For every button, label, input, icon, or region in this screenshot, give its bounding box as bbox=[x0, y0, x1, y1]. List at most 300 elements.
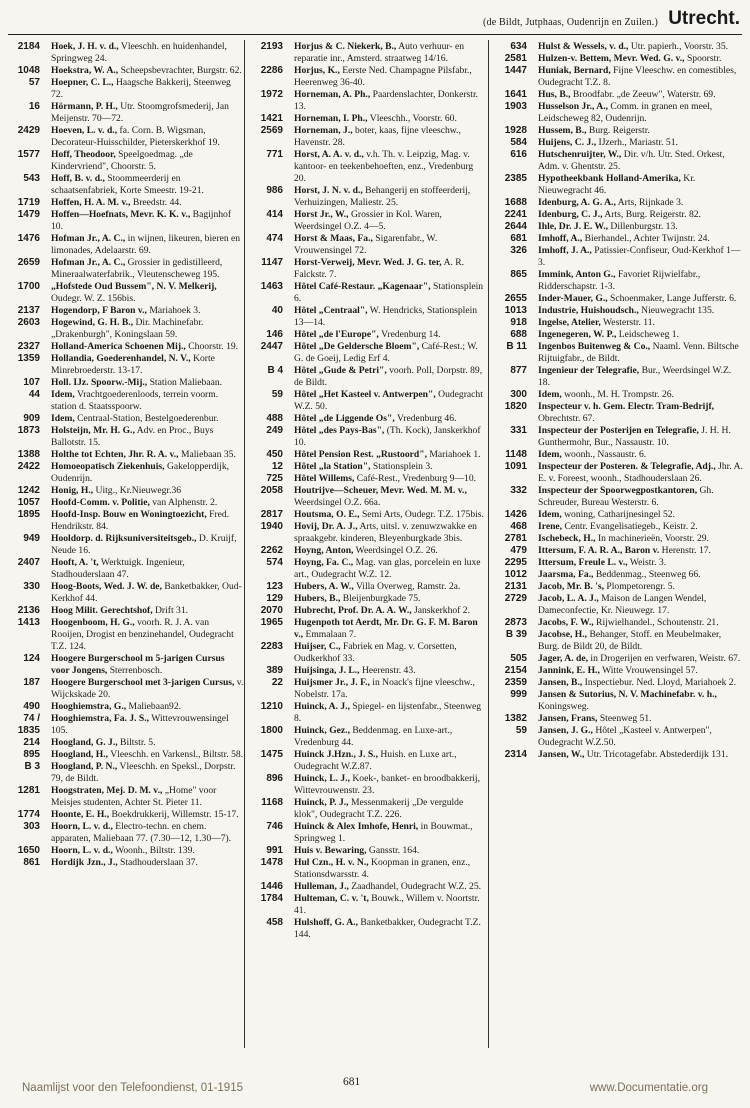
directory-entry bbox=[6, 125, 244, 149]
directory-entry bbox=[249, 581, 487, 593]
subscriber-name: Homoeopatisch Ziekenhuis, bbox=[51, 461, 165, 472]
directory-entry bbox=[493, 569, 743, 581]
phone-number: 1048 bbox=[17, 65, 40, 76]
subscriber-details: Koek-, banket- en broodbakkerij, Wittevrouwenstr. 23. bbox=[294, 773, 480, 796]
page-footer bbox=[0, 1068, 750, 1108]
subscriber-details: Witte Vrouwensingel 57. bbox=[599, 665, 698, 676]
subscriber-name: Jacobse, H., bbox=[538, 629, 588, 640]
phone-number: 1210 bbox=[260, 701, 283, 712]
phone-number: 1013 bbox=[504, 305, 527, 316]
directory-entry bbox=[6, 653, 244, 677]
phone-number: 1641 bbox=[504, 89, 527, 100]
phone-number: 1478 bbox=[260, 857, 283, 868]
subscriber-details: Paardenslachter, Donkerstr. 13. bbox=[294, 89, 479, 112]
subscriber-name: Huinck, L. J., bbox=[294, 773, 350, 784]
directory-entry bbox=[493, 665, 743, 677]
listing-column-3 bbox=[493, 41, 743, 761]
directory-entry bbox=[493, 521, 743, 533]
phone-number: 895 bbox=[23, 749, 40, 760]
subscriber-details: Drift 31. bbox=[152, 605, 189, 616]
subscriber-details: Station Maliebaan. bbox=[147, 377, 223, 388]
phone-number: 146 bbox=[266, 329, 283, 340]
subscriber-details: Eerste Ned. Champagne Pilsfabr., Heerenweg 36-40. bbox=[294, 65, 472, 88]
subscriber-details: Gh. Schreuder, Bureau Westerstr. 6. bbox=[538, 485, 714, 508]
subscriber-name: „Hofstede Oud Bussem", N. V. Melkerij, bbox=[51, 281, 217, 292]
directory-entry bbox=[6, 209, 244, 233]
subscriber-details: Bleijenburgkade 75. bbox=[340, 593, 421, 604]
listing-column-2 bbox=[249, 41, 487, 941]
phone-number: 107 bbox=[23, 377, 40, 388]
subscriber-details: Fabriek en Mag. v. Corsetten, Oudkerkhof 33. bbox=[294, 641, 457, 664]
phone-number: 1650 bbox=[17, 845, 40, 856]
directory-entry bbox=[493, 617, 743, 629]
subscriber-name: Hus, B., bbox=[538, 89, 571, 100]
phone-number: 2327 bbox=[17, 341, 40, 352]
header-city: Utrecht. bbox=[668, 8, 740, 29]
subscriber-details: Bierhandel., Achter Twijnstr. 24. bbox=[582, 233, 710, 244]
directory-entry bbox=[249, 89, 487, 113]
phone-number: 187 bbox=[23, 677, 40, 688]
subscriber-details: D. Kruijf, Neude 16. bbox=[51, 533, 237, 556]
phone-number: 1873 bbox=[17, 425, 40, 436]
subscriber-name: Hul Czn., H. v. N., bbox=[294, 857, 369, 868]
subscriber-details: Dillenburgstr. 13. bbox=[608, 221, 678, 232]
phone-number: 2314 bbox=[504, 749, 527, 760]
subscriber-details: Oudegr. W. Z. 156bis. bbox=[51, 293, 136, 304]
directory-entry bbox=[249, 773, 487, 797]
directory-entry bbox=[249, 257, 487, 281]
subscriber-details: boter, kaas, fijne vleeschw., Havenstr. 28. bbox=[294, 125, 461, 148]
subscriber-name: Imhoff, A., bbox=[538, 233, 583, 244]
phone-number: 877 bbox=[510, 365, 527, 376]
subscriber-name: Jansen, B., bbox=[538, 677, 583, 688]
subscriber-details: Vleeschh., Voorstr. 60. bbox=[367, 113, 457, 124]
directory-entry bbox=[6, 785, 244, 809]
phone-number: 40 bbox=[271, 305, 283, 316]
subscriber-name: Jaarsma, Fa., bbox=[538, 569, 594, 580]
subscriber-name: Ingenieur der Telegrafie, bbox=[538, 365, 640, 376]
phone-number: 479 bbox=[510, 545, 527, 556]
subscriber-name: Hofman Jr., A. C., bbox=[51, 233, 126, 244]
subscriber-name: Husselson Jr., A., bbox=[538, 101, 609, 112]
subscriber-details: woonh., Nassaustr. 6. bbox=[561, 449, 647, 460]
subscriber-details: Fred. Hendrikstr. 84. bbox=[51, 509, 230, 532]
subscriber-name: Hovij, Dr. A. J., bbox=[294, 521, 358, 532]
subscriber-name: Horneman, I. Ph., bbox=[294, 113, 368, 124]
subscriber-name: Hooldorp. d. Rijksuniversiteitsgeb., bbox=[51, 533, 197, 544]
subscriber-name: Hoff, B. v. d., bbox=[51, 173, 105, 184]
subscriber-details: Heerenstr. 43. bbox=[359, 665, 416, 676]
subscriber-details: Nieuwegracht 135. bbox=[638, 305, 715, 316]
subscriber-details: Dir. v/h. Utr. Sted. Orkest, Adm. v. Ghentstr. 25. bbox=[538, 149, 725, 172]
subscriber-name: Inder-Mauer, G., bbox=[538, 293, 608, 304]
phone-number: 124 bbox=[23, 653, 40, 664]
subscriber-details: Stationsplein 3. bbox=[370, 461, 433, 472]
subscriber-details: Utr. Tricotagefabr. Abstederdijk 131. bbox=[584, 749, 729, 760]
directory-entry bbox=[6, 41, 244, 65]
phone-number: 616 bbox=[510, 149, 527, 160]
directory-entry bbox=[6, 509, 244, 533]
subscriber-details: voorh. Poll, Dorpstr. 89, de Bildt. bbox=[294, 365, 483, 388]
phone-number: 1463 bbox=[260, 281, 283, 292]
directory-entry bbox=[249, 305, 487, 329]
subscriber-name: Hooft, A. 't, bbox=[51, 557, 99, 568]
subscriber-details: Vredenburg 46. bbox=[394, 413, 457, 424]
directory-entry bbox=[6, 485, 244, 497]
subscriber-name: Immink, Anton G., bbox=[538, 269, 616, 280]
phone-number: 865 bbox=[510, 269, 527, 280]
phone-number: 16 bbox=[28, 101, 40, 112]
directory-entry bbox=[493, 245, 743, 269]
subscriber-name: Hollandia, Goederenhandel, N. V., bbox=[51, 353, 191, 364]
phone-number: 1091 bbox=[504, 461, 527, 472]
phone-number: 1148 bbox=[505, 449, 527, 460]
subscriber-name: Hoofd-Insp. Bouw en Woningtoezicht, bbox=[51, 509, 207, 520]
directory-entry bbox=[249, 41, 487, 65]
directory-entry bbox=[249, 281, 487, 305]
subscriber-name: Hôtel „de Liggende Os", bbox=[294, 413, 395, 424]
subscriber-details: v. Wijckskade 20. bbox=[51, 677, 244, 700]
directory-entry bbox=[493, 197, 743, 209]
subscriber-details: A. R. Falckstr. 7. bbox=[294, 257, 465, 280]
directory-entry bbox=[493, 293, 743, 305]
phone-number: 918 bbox=[510, 317, 527, 328]
phone-number: 543 bbox=[23, 173, 40, 184]
subscriber-details: Vleeschh. en Varkensl., Biltstr. 58. bbox=[108, 749, 244, 760]
phone-number: 214 bbox=[23, 737, 40, 748]
directory-entry bbox=[493, 461, 743, 485]
directory-entry bbox=[6, 557, 244, 581]
directory-entry bbox=[249, 665, 487, 677]
subscriber-details: Adv. en Proc., Buys Ballotstr. 15. bbox=[51, 425, 214, 448]
subscriber-details: Utr. Stoomgrofsmederij, Jan Meijenstr. 70—72. bbox=[51, 101, 229, 124]
phone-number: 1940 bbox=[260, 521, 283, 532]
directory-entry bbox=[6, 413, 244, 425]
subscriber-details: Kr. Nieuwegracht 46. bbox=[538, 173, 696, 196]
directory-entry bbox=[249, 845, 487, 857]
phone-number: 1479 bbox=[17, 209, 40, 220]
subscriber-details: „Home" voor Meisjes studenten, Achter St. Pieter 11. bbox=[51, 785, 217, 808]
subscriber-details: Vleeschh. en huidenhandel, Springweg 24. bbox=[51, 41, 227, 64]
subscriber-details: (Th. Kock), Janskerkhof 10. bbox=[294, 425, 481, 448]
column-divider bbox=[244, 40, 245, 1048]
directory-entry bbox=[493, 629, 743, 653]
subscriber-details: Koopman in granen, enz., Stationsdwarsstr. 4. bbox=[294, 857, 471, 880]
subscriber-name: Hoekstra, W. A., bbox=[51, 65, 119, 76]
phone-number: 249 bbox=[266, 425, 283, 436]
subscriber-details: Plompetorengr. 5. bbox=[604, 581, 675, 592]
subscriber-details: Sterrenbosch. bbox=[107, 665, 163, 676]
phone-number: B 3 bbox=[24, 761, 40, 772]
directory-entry bbox=[6, 281, 244, 305]
subscriber-name: Idem, bbox=[538, 389, 562, 400]
footer-source: Naamlijst voor den Telefoondienst, 01-1915 bbox=[22, 1082, 243, 1094]
subscriber-details: Speelgoedmag. „de Kindervriend", Choorstr. 5. bbox=[51, 149, 193, 172]
subscriber-name: Horst & Maas, Fa., bbox=[294, 233, 373, 244]
subscriber-name: Horneman, A. Ph., bbox=[294, 89, 371, 100]
directory-entry bbox=[6, 449, 244, 461]
directory-entry bbox=[493, 593, 743, 617]
directory-entry bbox=[6, 317, 244, 341]
directory-entry bbox=[6, 581, 244, 605]
phone-number: 505 bbox=[510, 653, 527, 664]
subscriber-name: Horjus & C. Niekerk, B., bbox=[294, 41, 397, 52]
directory-entry bbox=[6, 173, 244, 197]
subscriber-name: Hôtel „la Station", bbox=[294, 461, 371, 472]
phone-number: 1057 bbox=[17, 497, 40, 508]
phone-number: 909 bbox=[23, 413, 40, 424]
subscriber-name: Idem, bbox=[538, 509, 562, 520]
page-header bbox=[0, 0, 750, 36]
phone-number: 2154 bbox=[504, 665, 527, 676]
phone-number: 2603 bbox=[17, 317, 40, 328]
subscriber-details: Vleeschh. en Speksl., Dorpstr. 79, de Bildt. bbox=[51, 761, 236, 784]
phone-number: 59 bbox=[271, 389, 283, 400]
directory-entry bbox=[493, 89, 743, 101]
directory-entry bbox=[493, 65, 743, 89]
directory-entry bbox=[6, 713, 244, 737]
directory-entry bbox=[249, 917, 487, 941]
directory-entry bbox=[493, 485, 743, 509]
subscriber-details: Naaml. Venn. Biltsche Rijtuigfabr., de Bildt. bbox=[538, 341, 739, 364]
directory-entry bbox=[6, 341, 244, 353]
phone-number: 2729 bbox=[504, 593, 527, 604]
phone-number: 488 bbox=[266, 413, 283, 424]
subscriber-details: Banketbakker, Oudegracht T.Z. 144. bbox=[294, 917, 481, 940]
phone-number: 2873 bbox=[504, 617, 527, 628]
subscriber-details: Werktuigk. Ingenieur, Stadhouderslaan 47. bbox=[51, 557, 185, 580]
phone-number: 2184 bbox=[17, 41, 40, 52]
subscriber-name: Imhoff, J. A., bbox=[538, 245, 592, 256]
directory-entry bbox=[249, 545, 487, 557]
page-number: 681 bbox=[343, 1076, 361, 1088]
subscriber-name: Hoogland, G. J., bbox=[51, 737, 118, 748]
header-places: (de Bildt, Jutphaas, Oudenrijn en Zuilen.) bbox=[482, 17, 658, 28]
phone-number: 2286 bbox=[260, 65, 283, 76]
directory-entry bbox=[493, 749, 743, 761]
directory-entry bbox=[6, 461, 244, 485]
subscriber-details: Burg. Reigerstr. bbox=[586, 125, 650, 136]
phone-number: 1895 bbox=[17, 509, 40, 520]
subscriber-name: Hubrecht, Prof. Dr. A. A. W., bbox=[294, 605, 412, 616]
directory-entry bbox=[493, 449, 743, 461]
subscriber-name: Holsteijn, Mr. H. G., bbox=[51, 425, 135, 436]
directory-entry bbox=[493, 425, 743, 449]
phone-number: 999 bbox=[510, 689, 527, 700]
phone-number: 746 bbox=[266, 821, 283, 832]
subscriber-name: Hoogland, P. N., bbox=[51, 761, 118, 772]
directory-entry bbox=[249, 149, 487, 185]
directory-entry bbox=[249, 605, 487, 617]
subscriber-details: Grossier in gedistilleerd, Mineraalwaterfabrik., Vleutenscheweg 195. bbox=[51, 257, 223, 280]
directory-entry bbox=[249, 641, 487, 665]
subscriber-name: Hoepner, C. L., bbox=[51, 77, 114, 88]
phone-number: 1774 bbox=[17, 809, 40, 820]
directory-entry bbox=[249, 593, 487, 605]
subscriber-name: Hôtel Willems, bbox=[294, 473, 355, 484]
subscriber-name: Ingelse, Atelier, bbox=[538, 317, 601, 328]
subscriber-name: Hoofd-Comm. v. Politie, bbox=[51, 497, 150, 508]
phone-number: B 39 bbox=[505, 629, 527, 640]
subscriber-name: Hogewind, G. H. B., bbox=[51, 317, 134, 328]
subscriber-name: Huijser, C., bbox=[294, 641, 341, 652]
directory-entry bbox=[249, 365, 487, 389]
phone-number: 584 bbox=[510, 137, 527, 148]
phone-number: 458 bbox=[266, 917, 283, 928]
phone-number: 331 bbox=[510, 425, 527, 436]
subscriber-name: Hoyng, Fa. C., bbox=[294, 557, 354, 568]
subscriber-details: IJzerh., Mariastr. 51. bbox=[596, 137, 678, 148]
subscriber-name: Hypotheekbank Holland-Amerika, bbox=[538, 173, 681, 184]
directory-entry bbox=[493, 329, 743, 341]
directory-entry bbox=[493, 173, 743, 197]
subscriber-name: Idem, bbox=[51, 413, 75, 424]
subscriber-details: Spiegel- en lijstenfabr., Steenweg 8. bbox=[294, 701, 482, 724]
directory-entry bbox=[249, 125, 487, 149]
directory-entry bbox=[6, 197, 244, 209]
directory-entry bbox=[249, 509, 487, 521]
subscriber-details: Huish. en Luxe art., Oudegracht W.Z.87. bbox=[294, 749, 457, 772]
subscriber-details: In machinerieën, Voorstr. 29. bbox=[595, 533, 709, 544]
directory-entry bbox=[6, 761, 244, 785]
subscriber-name: Hôtel „De Geldersche Bloem", bbox=[294, 341, 420, 352]
phone-number: 1719 bbox=[17, 197, 40, 208]
directory-entry bbox=[249, 617, 487, 641]
directory-entry bbox=[6, 857, 244, 869]
subscriber-name: Hoff, Theodoor, bbox=[51, 149, 116, 160]
phone-number: 1446 bbox=[260, 881, 283, 892]
directory-entry bbox=[6, 737, 244, 749]
subscriber-name: Idenburg, C. J., bbox=[538, 209, 603, 220]
phone-number: 414 bbox=[266, 209, 283, 220]
directory-entry bbox=[6, 677, 244, 701]
phone-number: 129 bbox=[266, 593, 283, 604]
subscriber-details: Maliebaan92. bbox=[126, 701, 182, 712]
subscriber-name: Hugenpoth tot Aerdt, Mr. Dr. G. F. M. Baron v., bbox=[294, 617, 478, 640]
phone-number: 1147 bbox=[261, 257, 283, 268]
subscriber-name: Hôtel „de l'Europe", bbox=[294, 329, 379, 340]
subscriber-details: Koningsweg. bbox=[538, 701, 589, 712]
subscriber-details: Jhr. A. E. v. Foreest, woonh., Stadhouderslaan 26. bbox=[538, 461, 743, 484]
phone-number: 1168 bbox=[261, 797, 283, 808]
subscriber-details: Inspectiebur. Ned. Lloyd, Mariahoek 2. bbox=[582, 677, 736, 688]
subscriber-details: Biltstr. 5. bbox=[117, 737, 156, 748]
subscriber-details: Stadhouderslaan 37. bbox=[117, 857, 198, 868]
subscriber-name: Hoffen—Hoefnats, Mevr. K. K. v., bbox=[51, 209, 191, 220]
subscriber-details: Steenweg 51. bbox=[597, 713, 652, 724]
subscriber-name: Houtrijve—Scheuer, Mevr. Wed. M. M. v., bbox=[294, 485, 467, 496]
subscriber-name: Hoog-Boots, Wed. J. W. de, bbox=[51, 581, 162, 592]
phone-number: 2581 bbox=[504, 53, 527, 64]
subscriber-details: Semi Arts, Oudegr. T.Z. 175bis. bbox=[359, 509, 484, 520]
directory-entry bbox=[493, 689, 743, 713]
phone-number: 2137 bbox=[17, 305, 40, 316]
directory-entry bbox=[493, 713, 743, 725]
phone-number: 1903 bbox=[504, 101, 527, 112]
subscriber-name: Inspecteur v. h. Gem. Electr. Tram-Bedrijf, bbox=[538, 401, 715, 412]
directory-entry bbox=[249, 701, 487, 725]
subscriber-name: Jansen, W., bbox=[538, 749, 585, 760]
phone-number: 1281 bbox=[17, 785, 40, 796]
directory-entry bbox=[249, 341, 487, 365]
phone-number: 389 bbox=[266, 665, 283, 676]
directory-entry bbox=[493, 401, 743, 425]
subscriber-details: Rijwielhandel., Schoutenstr. 21. bbox=[593, 617, 719, 628]
subscriber-details: woning, Catharijnesingel 52. bbox=[561, 509, 675, 520]
directory-entry bbox=[249, 449, 487, 461]
subscriber-details: Banketbakker, Oud-Kerkhof 44. bbox=[51, 581, 242, 604]
subscriber-name: Idem, bbox=[538, 449, 562, 460]
directory-entry bbox=[6, 257, 244, 281]
subscriber-details: Emmalaan 7. bbox=[303, 629, 357, 640]
directory-entry bbox=[249, 797, 487, 821]
subscriber-name: Hôtel „Het Kasteel v. Antwerpen", bbox=[294, 389, 436, 400]
subscriber-details: Bur., Weerdsingel W.Z. 18. bbox=[538, 365, 732, 388]
directory-entry bbox=[6, 845, 244, 857]
directory-entry bbox=[6, 809, 244, 821]
directory-entry bbox=[493, 41, 743, 53]
subscriber-name: Hulzen-v. Bettem, Mevr. Wed. G. v., bbox=[538, 53, 685, 64]
subscriber-details: Haagsche Bakkerij, Steenweg 72. bbox=[51, 77, 231, 100]
phone-number: 300 bbox=[510, 389, 527, 400]
directory-entry bbox=[249, 233, 487, 257]
directory-entry bbox=[6, 749, 244, 761]
phone-number: 2447 bbox=[260, 341, 283, 352]
subscriber-name: Huinck, P. J., bbox=[294, 797, 349, 808]
subscriber-details: Bouwk., Willem v. Noortstr. 41. bbox=[294, 893, 480, 916]
phone-number: 771 bbox=[266, 149, 283, 160]
subscriber-name: Inspecteur der Posterijen en Telegrafie, bbox=[538, 425, 699, 436]
phone-number: 2136 bbox=[17, 605, 40, 616]
directory-entry bbox=[493, 545, 743, 557]
subscriber-name: Huijsinga, J. L., bbox=[294, 665, 360, 676]
subscriber-name: Hoogere Burgerschool m 5-jarigen Cursus voor Jongens, bbox=[51, 653, 225, 676]
subscriber-details: Utr. papierh., Voorstr. 35. bbox=[628, 41, 729, 52]
footer-site[interactable]: www.Documentatie.org bbox=[589, 1082, 708, 1094]
phone-number: 1700 bbox=[17, 281, 40, 292]
subscriber-details: van Alphenstr. 2. bbox=[149, 497, 218, 508]
phone-number: B 4 bbox=[267, 365, 283, 376]
subscriber-name: Industrie, Huishoudsch., bbox=[538, 305, 639, 316]
directory-entry bbox=[249, 389, 487, 413]
phone-number: 332 bbox=[510, 485, 527, 496]
subscriber-details: Arts, Rijnkade 3. bbox=[615, 197, 684, 208]
phone-number: 1800 bbox=[260, 725, 283, 736]
directory-entry bbox=[493, 269, 743, 293]
subscriber-name: Huijens, C. J., bbox=[538, 137, 597, 148]
subscriber-name: Huinck, Gez., bbox=[294, 725, 350, 736]
subscriber-details: Maison de Langen Wendel, Dameconfectie, Kr. Nieuwegr. 17. bbox=[538, 593, 707, 616]
directory-entry bbox=[493, 389, 743, 401]
directory-entry bbox=[493, 509, 743, 521]
directory-entry bbox=[493, 557, 743, 569]
directory-entry bbox=[493, 677, 743, 689]
subscriber-details: Arts, Burg. Reigerstr. 82. bbox=[602, 209, 701, 220]
directory-entry bbox=[6, 353, 244, 377]
phone-number: 450 bbox=[266, 449, 283, 460]
phone-number: 12 bbox=[271, 461, 283, 472]
directory-entry bbox=[249, 425, 487, 449]
subscriber-details: Beddenmag. en Luxe-art., Vredenburg 44. bbox=[294, 725, 453, 748]
subscriber-name: Horst-Verweij, Mevr. Wed. J. G. ter, bbox=[294, 257, 442, 268]
directory-entry bbox=[6, 821, 244, 845]
phone-number: 2407 bbox=[17, 557, 40, 568]
subscriber-details: Vredenburg 14. bbox=[378, 329, 441, 340]
subscriber-details: Stationsplein 6. bbox=[294, 281, 484, 304]
subscriber-details: woonh., M. H. Trompstr. 26. bbox=[561, 389, 674, 400]
phone-number: 986 bbox=[266, 185, 283, 196]
subscriber-details: Broodfabr. „de Zeeuw", Waterstr. 69. bbox=[570, 89, 716, 100]
